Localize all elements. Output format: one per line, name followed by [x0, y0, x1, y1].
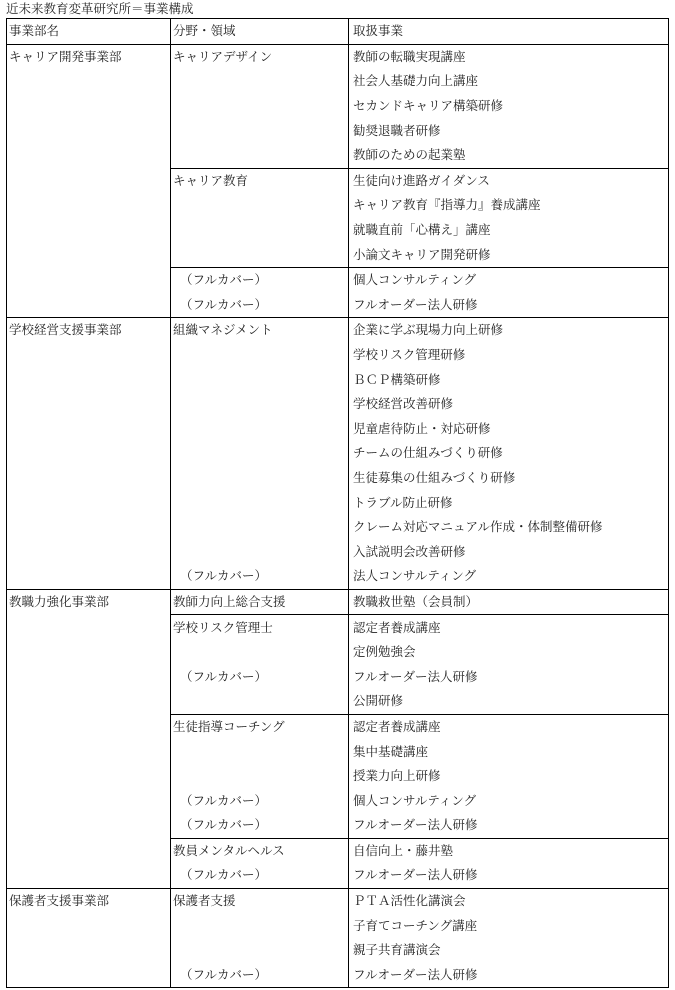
table-row — [7, 714, 669, 739]
field-cell: （フルカバー） — [171, 963, 349, 988]
table-row — [7, 44, 669, 69]
table-row — [7, 838, 669, 863]
field-cell — [171, 417, 349, 442]
division-cell — [7, 963, 171, 988]
table-row — [7, 539, 669, 564]
business-cell: セカンドキャリア構築研修 — [349, 94, 669, 119]
field-cell — [171, 764, 349, 789]
field-cell: （フルカバー） — [171, 788, 349, 813]
division-cell — [7, 143, 171, 168]
division-cell — [7, 466, 171, 491]
business-cell: 定例勉強会 — [349, 640, 669, 665]
table-row — [7, 168, 669, 193]
table-row — [7, 615, 669, 640]
table-body — [7, 44, 669, 988]
field-cell: 教師力向上総合支援 — [171, 589, 349, 615]
business-cell: 法人コンサルティング — [349, 564, 669, 589]
field-cell — [171, 938, 349, 963]
business-cell: 教師のための起業塾 — [349, 143, 669, 168]
table-row — [7, 938, 669, 963]
division-cell — [7, 539, 171, 564]
field-cell — [171, 218, 349, 243]
business-cell: フルオーダー法人研修 — [349, 813, 669, 838]
division-cell: キャリア開発事業部 — [7, 44, 171, 69]
division-cell — [7, 118, 171, 143]
table-row — [7, 94, 669, 119]
business-cell: 自信向上・藤井塾 — [349, 838, 669, 863]
field-cell — [171, 466, 349, 491]
table-row — [7, 69, 669, 94]
division-cell — [7, 788, 171, 813]
business-cell: フルオーダー法人研修 — [349, 293, 669, 318]
field-cell — [171, 242, 349, 267]
business-cell: 授業力向上研修 — [349, 764, 669, 789]
field-cell — [171, 689, 349, 714]
business-cell: 学校経営改善研修 — [349, 392, 669, 417]
table-row — [7, 689, 669, 714]
table-row — [7, 318, 669, 343]
table-row — [7, 118, 669, 143]
business-cell: 個人コンサルティング — [349, 788, 669, 813]
division-cell — [7, 193, 171, 218]
business-cell: フルオーダー法人研修 — [349, 863, 669, 888]
division-cell — [7, 739, 171, 764]
table-row — [7, 490, 669, 515]
field-cell — [171, 515, 349, 540]
field-cell — [171, 392, 349, 417]
table-row — [7, 640, 669, 665]
page-title: 近未来教育変革研究所＝事業構成 — [6, 1, 194, 16]
division-cell — [7, 242, 171, 267]
division-cell — [7, 664, 171, 689]
table-row — [7, 739, 669, 764]
field-cell — [171, 193, 349, 218]
division-cell — [7, 564, 171, 589]
field-cell — [171, 441, 349, 466]
division-cell — [7, 343, 171, 368]
division-cell: 教職力強化事業部 — [7, 589, 171, 615]
division-cell: 保護者支援事業部 — [7, 888, 171, 913]
business-cell: 学校リスク管理研修 — [349, 343, 669, 368]
division-cell — [7, 392, 171, 417]
field-cell: 生徒指導コーチング — [171, 714, 349, 739]
table-row — [7, 863, 669, 888]
division-cell — [7, 218, 171, 243]
field-cell: （フルカバー） — [171, 267, 349, 292]
division-cell — [7, 764, 171, 789]
field-cell: 保護者支援 — [171, 888, 349, 913]
table-row — [7, 589, 669, 615]
business-cell: 教職救世塾（会員制） — [349, 589, 669, 615]
header-division: 事業部名 — [7, 19, 171, 45]
business-cell: 企業に学ぶ現場力向上研修 — [349, 318, 669, 343]
table-row — [7, 367, 669, 392]
business-cell: 子育てコーチング講座 — [349, 913, 669, 938]
table-row — [7, 267, 669, 292]
business-cell: 公開研修 — [349, 689, 669, 714]
business-cell: フルオーダー法人研修 — [349, 963, 669, 988]
division-cell — [7, 69, 171, 94]
field-cell: （フルカバー） — [171, 813, 349, 838]
table-header-row — [7, 19, 669, 45]
field-cell: （フルカバー） — [171, 293, 349, 318]
field-cell — [171, 539, 349, 564]
field-cell — [171, 343, 349, 368]
business-cell: 生徒向け進路ガイダンス — [349, 168, 669, 193]
division-cell — [7, 913, 171, 938]
division-cell — [7, 168, 171, 193]
table-row — [7, 913, 669, 938]
field-cell: （フルカバー） — [171, 564, 349, 589]
table-row — [7, 515, 669, 540]
business-cell: 個人コンサルティング — [349, 267, 669, 292]
business-cell: 生徒募集の仕組みづくり研修 — [349, 466, 669, 491]
business-cell: キャリア教育『指導力』養成講座 — [349, 193, 669, 218]
business-cell: 社会人基礎力向上講座 — [349, 69, 669, 94]
division-cell — [7, 689, 171, 714]
division-cell — [7, 838, 171, 863]
table-row — [7, 193, 669, 218]
division-cell — [7, 714, 171, 739]
field-cell: キャリアデザイン — [171, 44, 349, 69]
table-row — [7, 242, 669, 267]
table-row — [7, 417, 669, 442]
field-cell — [171, 367, 349, 392]
field-cell: 学校リスク管理士 — [171, 615, 349, 640]
table-row — [7, 664, 669, 689]
business-cell: 親子共育講演会 — [349, 938, 669, 963]
business-cell: トラブル防止研修 — [349, 490, 669, 515]
field-cell — [171, 640, 349, 665]
field-cell — [171, 69, 349, 94]
header-field: 分野・領域 — [171, 19, 349, 45]
business-structure-table — [6, 18, 669, 988]
business-cell: ＰＴＡ活性化講演会 — [349, 888, 669, 913]
business-cell: フルオーダー法人研修 — [349, 664, 669, 689]
division-cell — [7, 417, 171, 442]
table-row — [7, 888, 669, 913]
field-cell — [171, 490, 349, 515]
business-cell: 認定者養成講座 — [349, 714, 669, 739]
field-cell: （フルカバー） — [171, 664, 349, 689]
division-cell — [7, 938, 171, 963]
field-cell: （フルカバー） — [171, 863, 349, 888]
division-cell — [7, 813, 171, 838]
table-row — [7, 293, 669, 318]
table-row — [7, 963, 669, 988]
business-cell: 勧奨退職者研修 — [349, 118, 669, 143]
business-cell: 教師の転職実現講座 — [349, 44, 669, 69]
division-cell — [7, 640, 171, 665]
table-row — [7, 466, 669, 491]
field-cell — [171, 94, 349, 119]
division-cell — [7, 267, 171, 292]
table-row — [7, 813, 669, 838]
table-row — [7, 392, 669, 417]
business-cell: 認定者養成講座 — [349, 615, 669, 640]
business-cell: 就職直前「心構え」講座 — [349, 218, 669, 243]
business-cell: ＢＣＰ構築研修 — [349, 367, 669, 392]
business-cell: 児童虐待防止・対応研修 — [349, 417, 669, 442]
field-cell: キャリア教育 — [171, 168, 349, 193]
division-cell — [7, 863, 171, 888]
division-cell — [7, 515, 171, 540]
table-row — [7, 788, 669, 813]
division-cell — [7, 94, 171, 119]
field-cell: 教員メンタルヘルス — [171, 838, 349, 863]
field-cell — [171, 739, 349, 764]
field-cell — [171, 913, 349, 938]
table-row — [7, 143, 669, 168]
table-row — [7, 441, 669, 466]
business-cell: クレーム対応マニュアル作成・体制整備研修 — [349, 515, 669, 540]
business-cell: 集中基礎講座 — [349, 739, 669, 764]
division-cell — [7, 293, 171, 318]
field-cell — [171, 118, 349, 143]
field-cell — [171, 143, 349, 168]
table-row — [7, 564, 669, 589]
division-cell: 学校経営支援事業部 — [7, 318, 171, 343]
business-cell: チームの仕組みづくり研修 — [349, 441, 669, 466]
field-cell: 組織マネジメント — [171, 318, 349, 343]
division-cell — [7, 490, 171, 515]
table-row — [7, 764, 669, 789]
table-row — [7, 218, 669, 243]
division-cell — [7, 441, 171, 466]
business-cell: 小論文キャリア開発研修 — [349, 242, 669, 267]
header-business: 取扱事業 — [349, 19, 669, 45]
business-cell: 入試説明会改善研修 — [349, 539, 669, 564]
table-row — [7, 343, 669, 368]
division-cell — [7, 615, 171, 640]
division-cell — [7, 367, 171, 392]
